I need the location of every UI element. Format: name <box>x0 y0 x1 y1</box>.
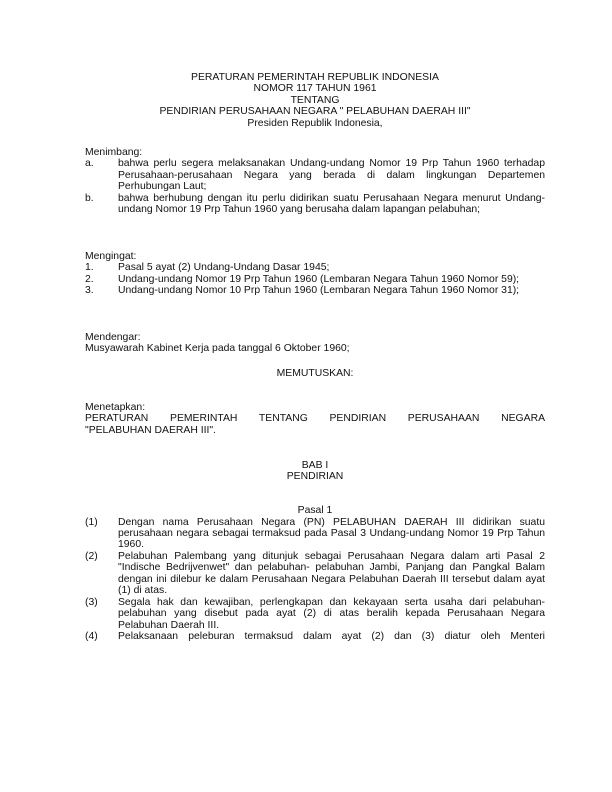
list-item <box>85 631 545 642</box>
list-item <box>85 158 545 192</box>
item-text: bahwa perlu segera melaksanakan Undang-undang Nomor 19 Prp Tahun 1960 terhadap Perusahaan-perusahaan Negara yang berada di dalam lingkungan Departemen Perhubungan Laut; <box>118 158 545 193</box>
menimbang-section <box>85 147 545 216</box>
section-text: "PELABUHAN DAERAH III". <box>85 424 216 436</box>
title-line: PENDIRIAN PERUSAHAAN NEGARA " PELABUHAN DAERAH III" <box>159 106 471 118</box>
president-line: Presiden Republik Indonesia, <box>247 118 383 129</box>
item-text: Undang-undang Nomor 10 Prp Tahun 1960 (Lembaran Negara Tahun 1960 Nomor 31); <box>118 285 520 297</box>
title-line: TENTANG <box>290 94 340 106</box>
item-number: (1) <box>85 516 98 528</box>
item-text: Dengan nama Perusahaan Negara (PN) PELABUHAN DAERAH III didirikan suatu perusahaan negara sebagai termaksud pada Pasal 3 Undang-undang Nomor 19 Prp Tahun 1960. <box>118 516 545 551</box>
section-heading: Menimbang: <box>85 147 143 158</box>
mengingat-section <box>85 251 545 297</box>
list-item <box>85 551 545 597</box>
list-item <box>85 262 545 273</box>
section-heading: Mengingat: <box>85 251 137 262</box>
item-number: (2) <box>85 550 98 562</box>
item-number: 2. <box>85 273 94 285</box>
item-text: Pelaksanaan peleburan termaksud dalam ayat (2) dan (3) diatur oleh Menteri <box>118 631 545 643</box>
document-title <box>85 72 545 118</box>
section-heading: Menetapkan: <box>85 402 146 413</box>
list-item <box>85 285 545 296</box>
chapter-number: BAB I <box>301 460 329 471</box>
list-item <box>85 193 545 216</box>
title-line: PERATURAN PEMERINTAH REPUBLIK INDONESIA <box>191 72 439 83</box>
item-text: Pasal 5 ayat (2) Undang-Undang Dasar 1945; <box>118 262 330 274</box>
item-number: 3. <box>85 285 94 297</box>
mendengar-section <box>85 332 545 355</box>
article-1-items <box>85 517 545 643</box>
item-number: (4) <box>85 631 98 643</box>
item-number: a. <box>85 158 94 170</box>
chapter-heading <box>85 460 545 483</box>
list-item <box>85 517 545 551</box>
section-text: PERATURAN PEMERINTAH TENTANG PENDIRIAN PERUSAHAAN NEGARA <box>85 413 545 425</box>
title-line: NOMOR 117 TAHUN 1961 <box>253 83 377 95</box>
menetapkan-section <box>85 402 545 436</box>
article-heading: Pasal 1 <box>297 505 333 516</box>
item-text: Pelabuhan Palembang yang ditunjuk sebagai Perusahaan Negara dalam arti Pasal 2 "Indische Bedrijvenwet" dan pelabuhan- pelabuhan Jambi, Panjang dan Pangkal Balam dengan ini dilebur ke dalam Perusahaan Negara Pelabuhan Daerah III tersebut dalam ayat (1) di atas. <box>118 550 545 597</box>
list-item <box>85 597 545 631</box>
item-number: b. <box>85 192 94 204</box>
item-text: Undang-undang Nomor 19 Prp Tahun 1960 (Lembaran Negara Tahun 1960 Nomor 59); <box>118 273 520 285</box>
item-number: 1. <box>85 262 94 274</box>
item-number: (3) <box>85 596 98 608</box>
list-item <box>85 274 545 285</box>
item-text: bahwa berhubung dengan itu perlu didirikan suatu Perusahaan Negara menurut Undang-undang Nomor 19 Prp Tahun 1960 yang berusaha dalam lapangan pelabuhan; <box>118 192 545 216</box>
section-heading: Mendengar: <box>85 332 141 343</box>
item-text: Segala hak dan kewajiban, perlengkapan dan kekayaan serta usaha dari pelabuhan-pelabuhan yang disebut pada ayat (2) di atas beralih kepada Perusahaan Negara Pelabuhan Daerah III. <box>118 596 545 631</box>
memutuskan-heading: MEMUTUSKAN: <box>276 368 354 379</box>
chapter-title: PENDIRIAN <box>286 471 344 483</box>
section-text: Musyawarah Kabinet Kerja pada tanggal 6 Oktober 1960; <box>85 343 350 355</box>
